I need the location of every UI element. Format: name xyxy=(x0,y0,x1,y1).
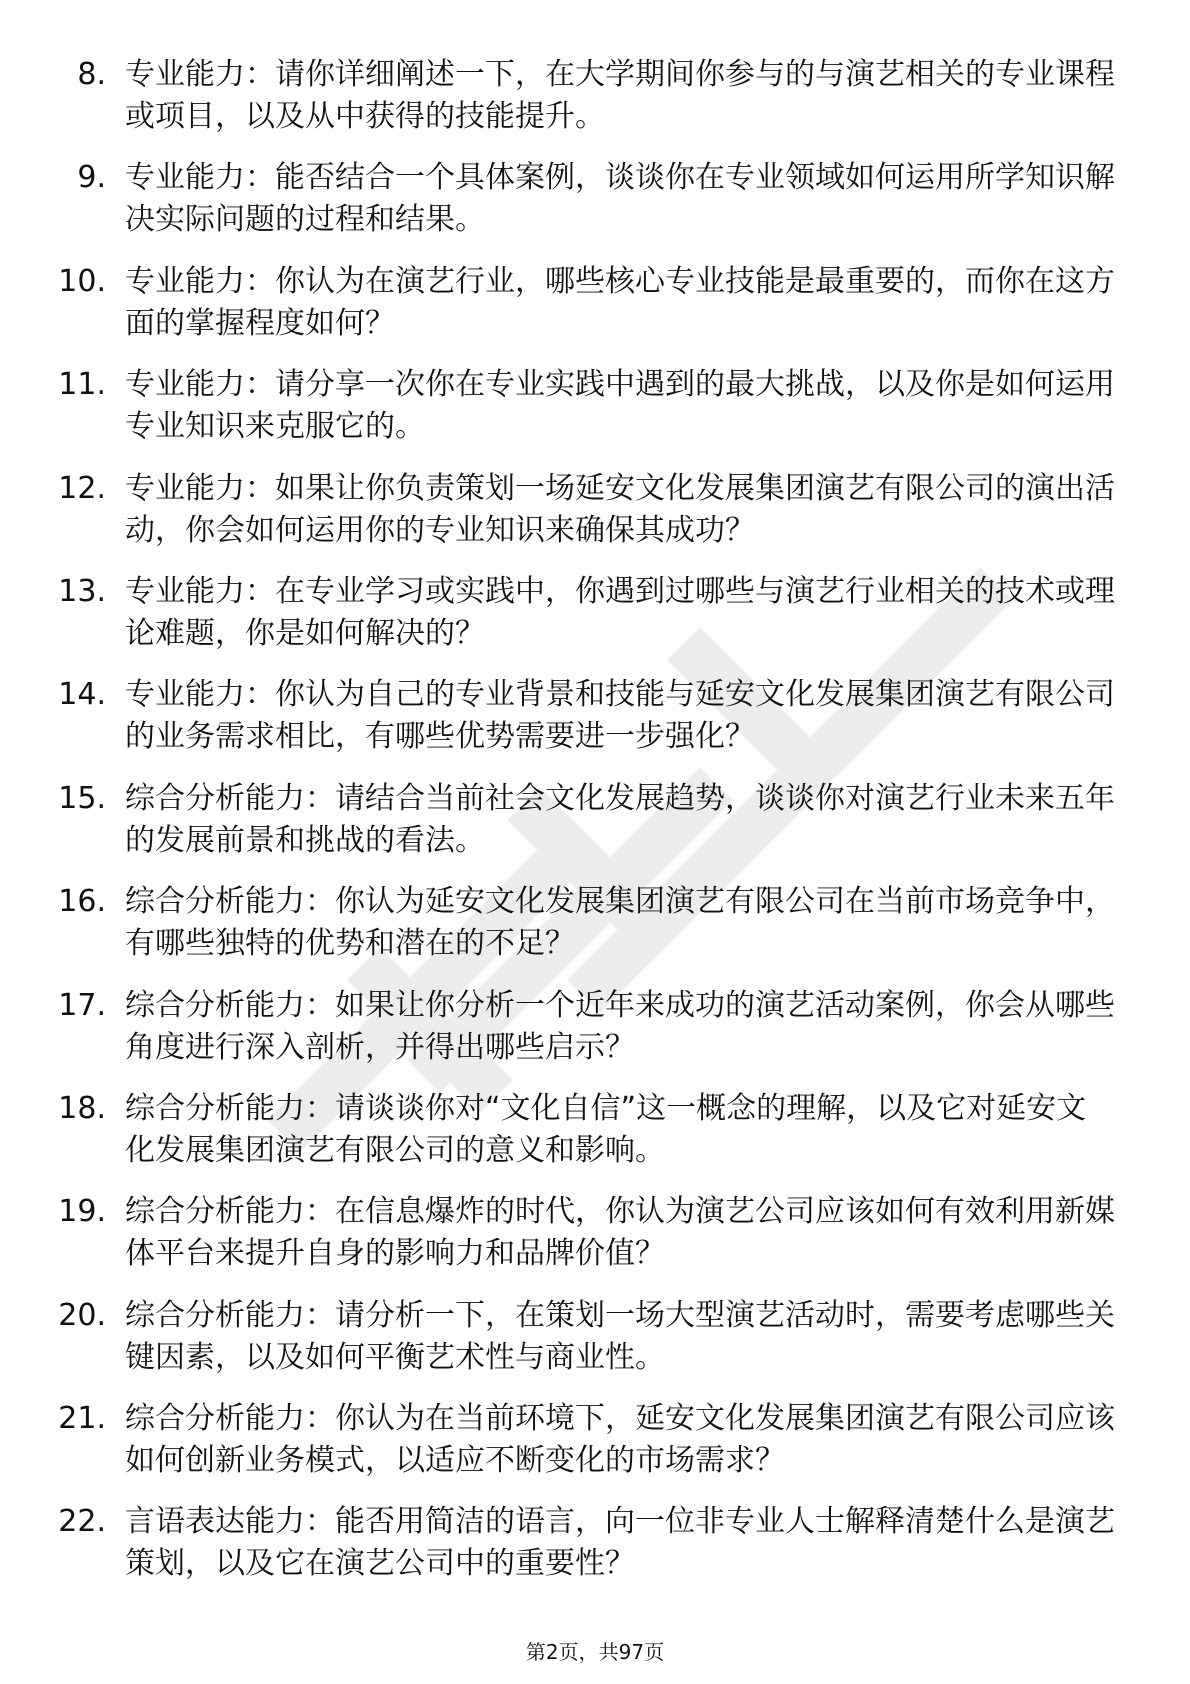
question-number: 12. xyxy=(58,470,106,506)
page-footer: 第2页，共97页 xyxy=(525,1640,665,1664)
question-text: 言语表达能力：能否用简洁的语言，向一位非专业人士解释清楚什么是演艺策划，以及它在演艺公司中的重要性？ xyxy=(125,1504,1115,1582)
question-item xyxy=(0,261,1190,364)
question-number: 18. xyxy=(58,1090,106,1126)
question-number: 16. xyxy=(58,884,106,920)
question-text: 专业能力：你认为自己的专业背景和技能与延安文化发展集团演艺有限公司的业务需求相比，有哪些优势需要进一步强化？ xyxy=(125,677,1115,755)
question-number: 15. xyxy=(58,780,106,816)
question-item xyxy=(0,985,1190,1088)
question-text: 综合分析能力：如果让你分析一个近年来成功的演艺活动案例，你会从哪些角度进行深入剖析，并得出哪些启示？ xyxy=(125,987,1115,1065)
question-item xyxy=(0,364,1190,467)
question-number: 11. xyxy=(58,367,106,403)
question-number: 10. xyxy=(58,263,106,299)
question-item xyxy=(0,1501,1190,1604)
question-text: 综合分析能力：你认为在当前环境下，延安文化发展集团演艺有限公司应该如何创新业务模式，以适应不断变化的市场需求？ xyxy=(125,1401,1115,1479)
question-item xyxy=(0,1398,1190,1501)
question-text: 专业能力：请你详细阐述一下，在大学期间你参与的与演艺相关的专业课程或项目，以及从中获得的技能提升。 xyxy=(125,57,1115,134)
question-text: 综合分析能力：请谈谈你对“文化自信”这一概念的理解，以及它对延安文化发展集团演艺有限公司的意义和影响。 xyxy=(125,1090,1087,1168)
question-number: 19. xyxy=(58,1194,106,1230)
question-number: 13. xyxy=(58,573,106,609)
question-item xyxy=(0,468,1190,571)
question-number: 20. xyxy=(58,1297,106,1333)
question-number: 14. xyxy=(58,677,106,713)
question-number: 21. xyxy=(58,1401,106,1437)
question-text: 专业能力：请分享一次你在专业实践中遇到的最大挑战，以及你是如何运用专业知识来克服它的。 xyxy=(125,367,1115,445)
question-item xyxy=(0,1295,1190,1398)
question-item xyxy=(0,571,1190,674)
question-text: 专业能力：如果让你负责策划一场延安文化发展集团演艺有限公司的演出活动，你会如何运用你的专业知识来确保其成功？ xyxy=(125,470,1115,548)
question-text: 综合分析能力：请分析一下，在策划一场大型演艺活动时，需要考虑哪些关键因素，以及如何平衡艺术性与商业性。 xyxy=(125,1297,1115,1375)
question-item xyxy=(0,1191,1190,1294)
question-number: 17. xyxy=(58,987,106,1023)
question-item xyxy=(0,157,1190,260)
question-item xyxy=(0,674,1190,777)
question-item xyxy=(0,778,1190,881)
question-text: 专业能力：能否结合一个具体案例，谈谈你在专业领域如何运用所学知识解决实际问题的过程和结果。 xyxy=(125,160,1115,238)
question-text: 综合分析能力：请结合当前社会文化发展趋势，谈谈你对演艺行业未来五年的发展前景和挑战的看法。 xyxy=(125,780,1115,858)
question-text: 综合分析能力：你认为延安文化发展集团演艺有限公司在当前市场竞争中，有哪些独特的优势和潜在的不足？ xyxy=(125,884,1115,962)
question-text: 专业能力：在专业学习或实践中，你遇到过哪些与演艺行业相关的技术或理论难题，你是如何解决的？ xyxy=(125,573,1115,651)
question-text: 专业能力：你认为在演艺行业，哪些核心专业技能是最重要的，而你在这方面的掌握程度如何？ xyxy=(125,263,1115,341)
question-item xyxy=(0,881,1190,984)
question-list xyxy=(0,54,1190,1605)
question-number: 22. xyxy=(58,1504,106,1540)
question-item xyxy=(0,1088,1190,1191)
question-number: 8. xyxy=(77,57,106,92)
question-item xyxy=(0,54,1190,157)
question-number: 9. xyxy=(77,160,106,196)
question-text: 综合分析能力：在信息爆炸的时代，你认为演艺公司应该如何有效利用新媒体平台来提升自身的影响力和品牌价值？ xyxy=(125,1194,1115,1272)
